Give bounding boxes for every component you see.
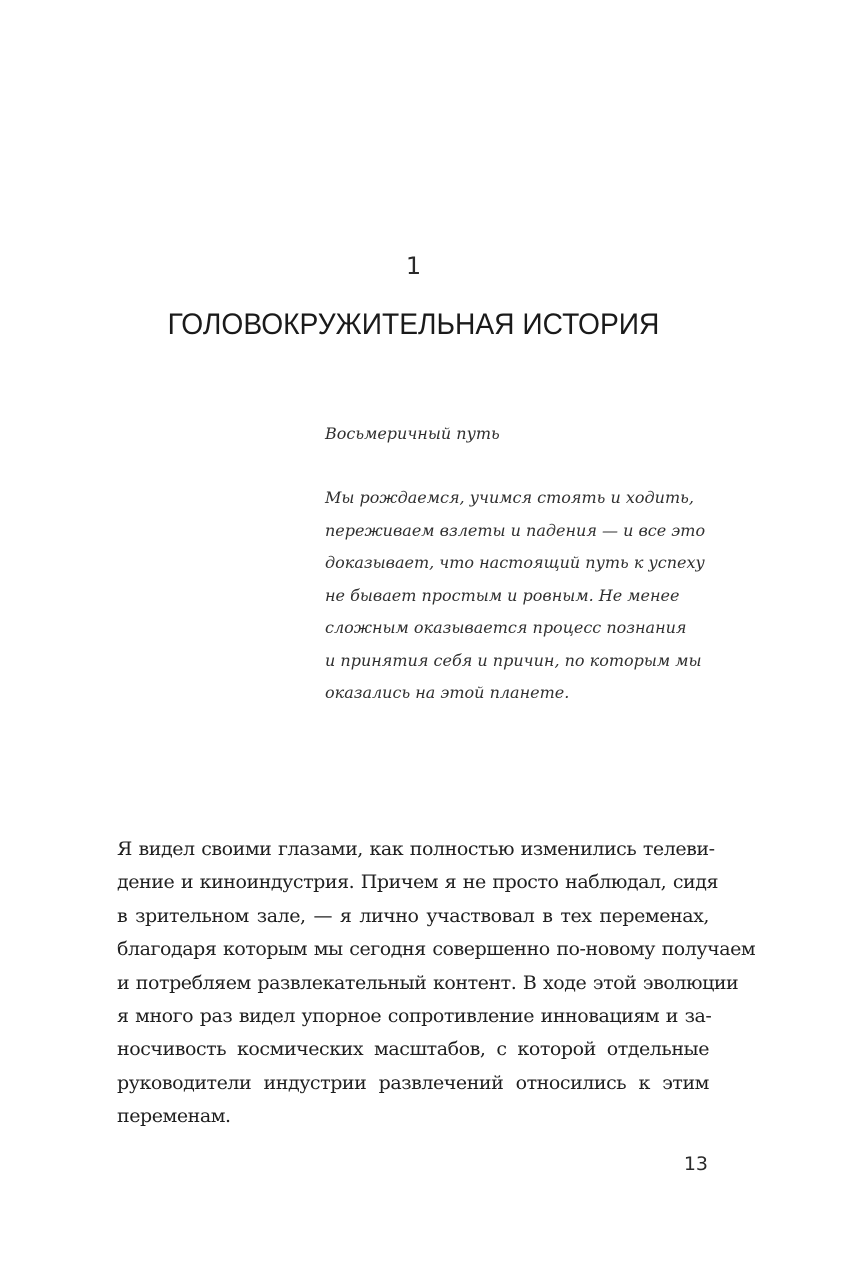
chapter-title: ГОЛОВОКРУЖИТЕЛЬНАЯ ИСТОРИЯ bbox=[167, 308, 660, 341]
epigraph-line: сложным оказывается процесс познания bbox=[325, 618, 687, 637]
epigraph-line: не бывает простым и ровным. Не менее bbox=[325, 585, 680, 605]
body-line: дение и киноиндустрия. Причем я не просто наблюдал, сидя bbox=[117, 871, 719, 894]
epigraph-line: и принятия себя и причин, по которым мы bbox=[325, 650, 702, 670]
epigraph-line: доказывает, что настоящий путь к успеху bbox=[325, 553, 705, 572]
body-line: Я видел своими глазами, как полностью изменились телеви- bbox=[117, 838, 715, 860]
body-line: благодаря которым мы сегодня совершенно по-новому получаем bbox=[117, 938, 756, 961]
body-line: руководители индустрии развлечений относились к этим bbox=[117, 1071, 709, 1094]
chapter-number: 1 bbox=[405, 252, 422, 280]
epigraph-line: переживаем взлеты и падения — и все это bbox=[325, 520, 706, 540]
body-line: переменам. bbox=[117, 1105, 231, 1128]
epigraph-heading: Восьмеричный путь bbox=[325, 424, 500, 443]
body-paragraph bbox=[117, 833, 756, 1134]
body-line: и потребляем развлекательный контент. В ходе этой эволюции bbox=[117, 971, 739, 994]
epigraph-line: оказались на этой планете. bbox=[325, 683, 570, 702]
body-line: носчивость космических масштабов, с которой отдельные bbox=[117, 1038, 709, 1061]
epigraph bbox=[325, 418, 725, 710]
body-line: я много раз видел упорное сопротивление инновациям и за- bbox=[117, 1005, 712, 1028]
page-number: 13 bbox=[683, 1153, 708, 1175]
body-line: в зрительном зале, — я лично участвовал в тех переменах, bbox=[117, 904, 709, 927]
epigraph-line: Мы рождаемся, учимся стоять и ходить, bbox=[325, 488, 694, 507]
